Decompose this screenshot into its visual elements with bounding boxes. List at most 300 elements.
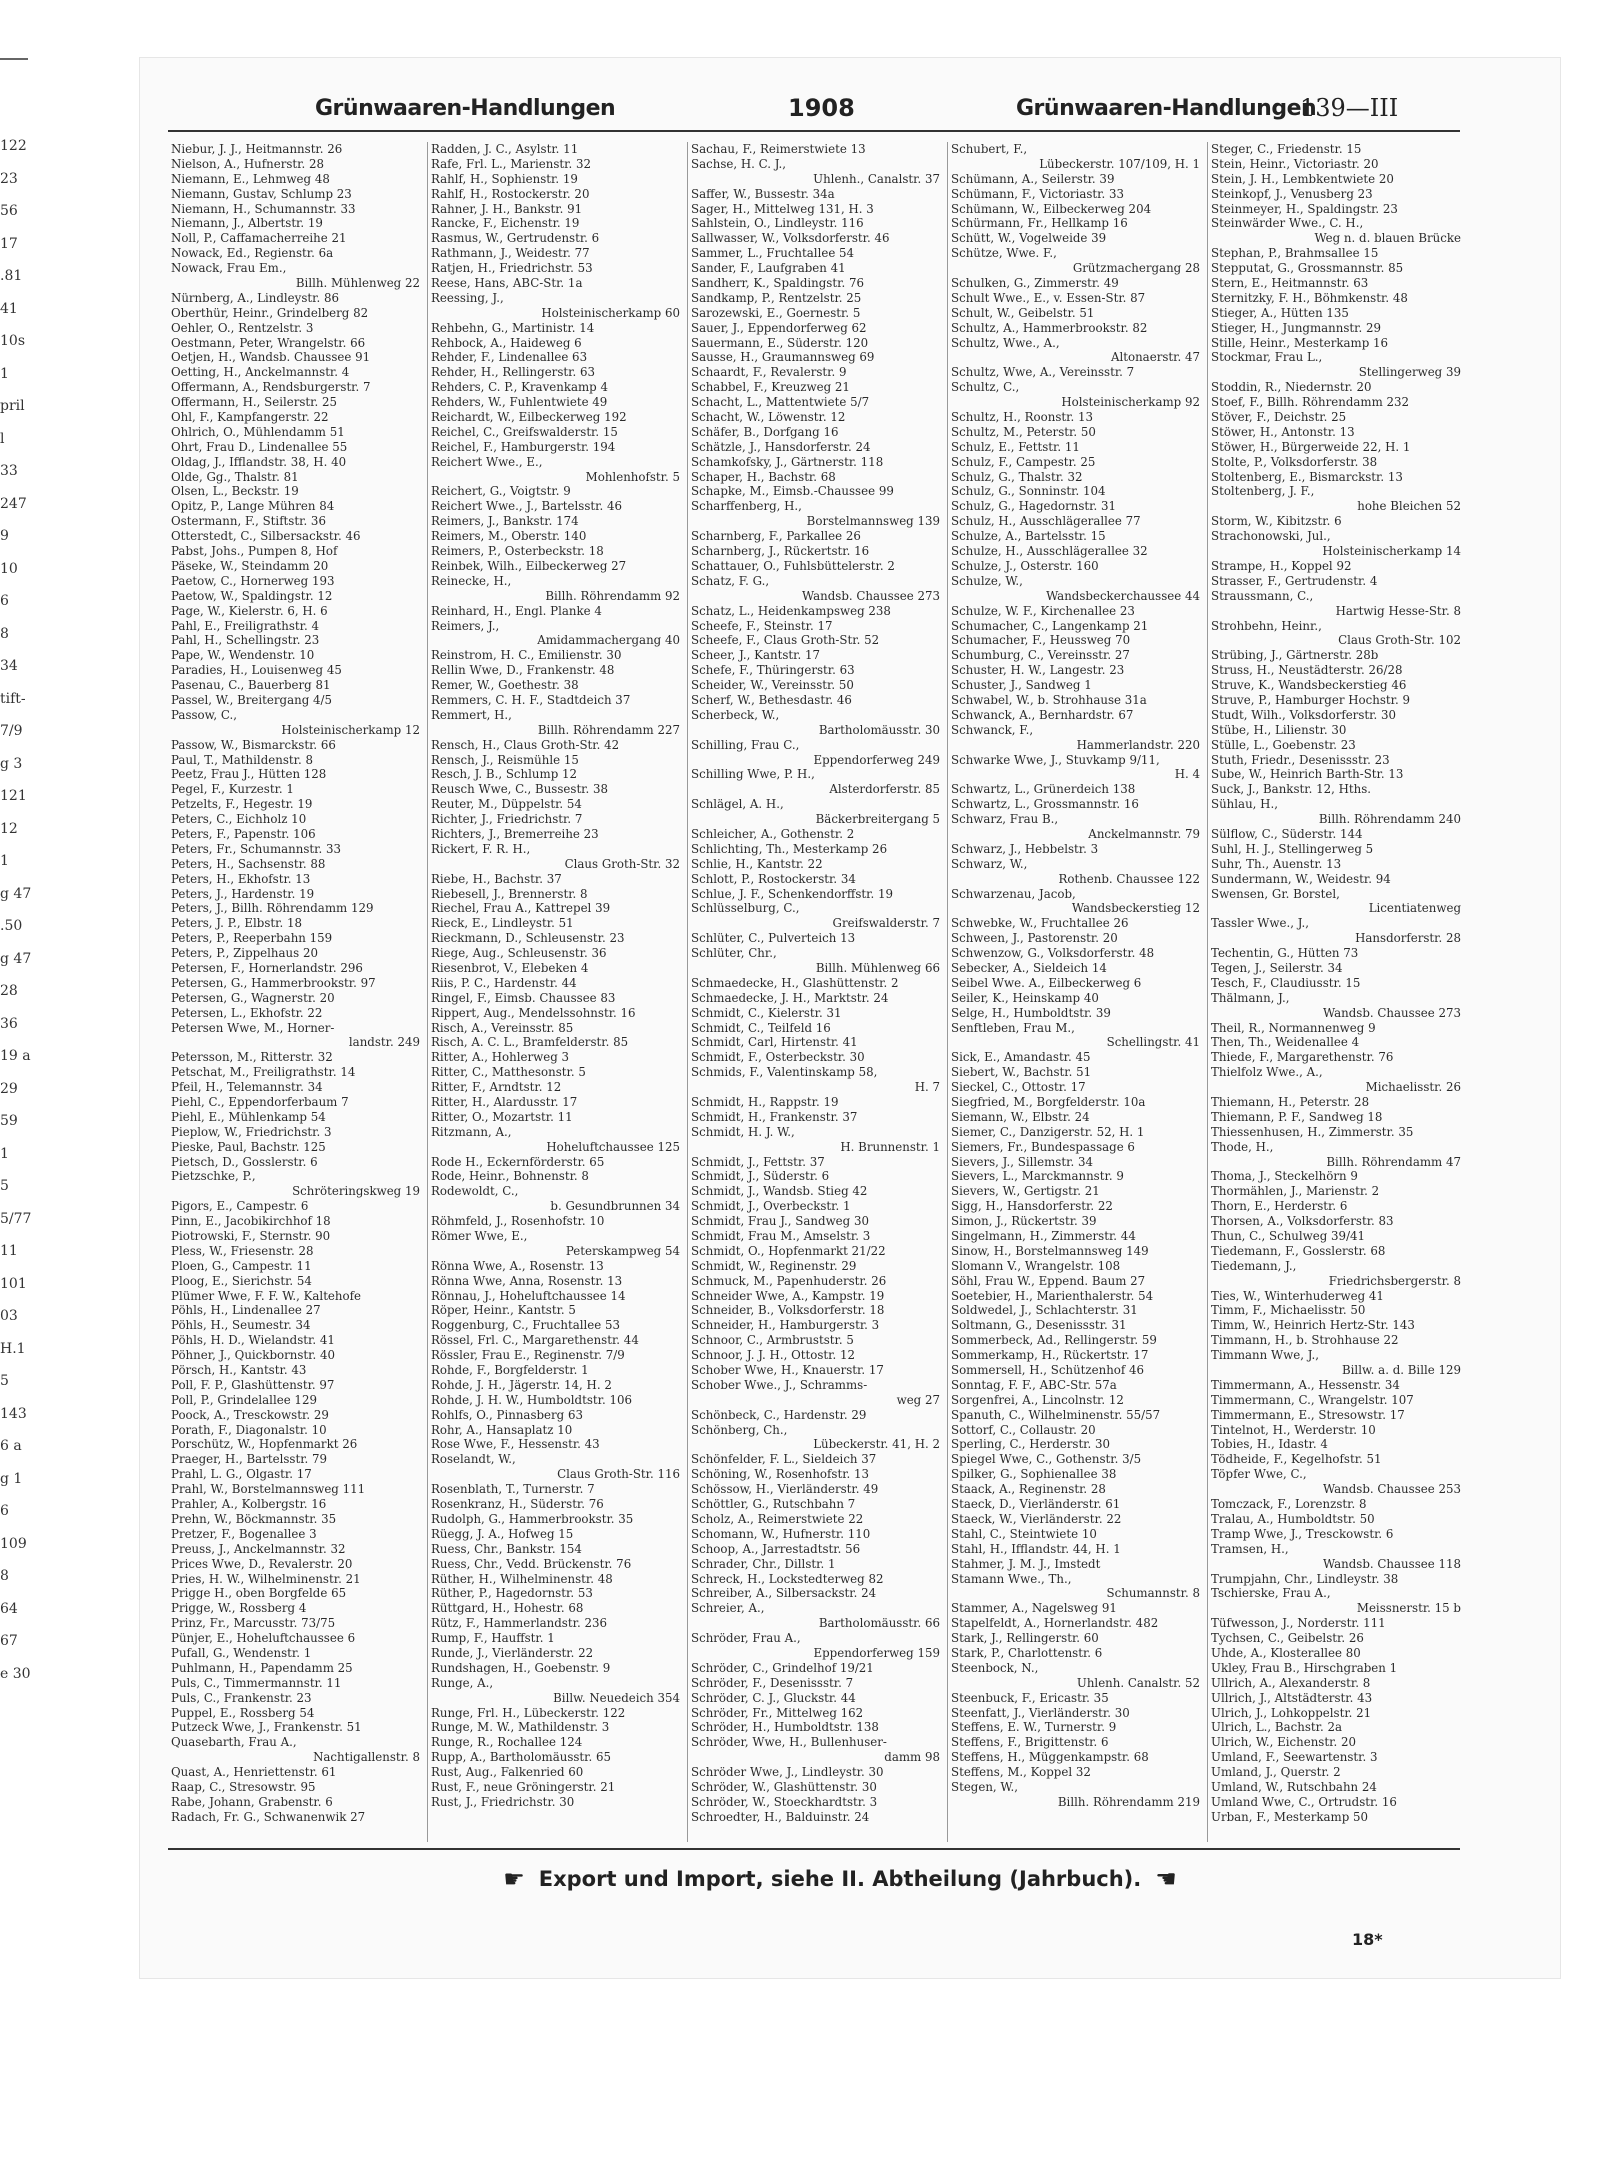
directory-entry: Schätzle, J., Hansdorferstr. 24 [691,439,871,454]
directory-entry: Schultz, C., [951,380,1020,395]
directory-entry: Rehbehn, G., Martinistr. 14 [431,320,595,335]
directory-entry: Schubert, F., [951,142,1028,156]
entry-continuation: Nachtigallenstr. 8 [313,1750,420,1765]
directory-entry: Tomczack, F., Lorenzstr. 8 [1211,1497,1367,1512]
directory-entry: Thormählen, J., Marienstr. 2 [1211,1184,1380,1199]
entry-continuation: Billh. Röhrendamm 219 [1057,1794,1200,1809]
directory-entry: Peters, Fr., Schumannstr. 33 [171,841,342,856]
directory-entry: Reichert, G., Voigtstr. 9 [431,484,571,499]
directory-entry: Schumburg, C., Vereinsstr. 27 [951,648,1130,663]
directory-entry: Scharnberg, F., Parkallee 26 [691,529,861,544]
directory-column [688,142,948,1842]
pointing-hand-right-icon: ☛ [503,1865,525,1893]
directory-entry: Tschierske, Frau A., [1211,1586,1331,1601]
directory-entry: Oestmann, Peter, Wrangelstr. 66 [171,335,366,350]
directory-entry: Stuth, Friedr., Desenissstr. 23 [1211,752,1390,767]
directory-entry: Sarozewski, E., Goernestr. 5 [691,305,861,320]
directory-entry: Storm, W., Kibitzstr. 6 [1211,514,1342,529]
facing-page-fragment: pril [0,398,25,414]
directory-entry: Stahl, C., Steintwiete 10 [951,1526,1097,1541]
directory-entry: Schabbel, F., Kreuzweg 21 [691,380,850,395]
directory-entry: Sternitzky, F. H., Böhmkenstr. 48 [1211,290,1408,305]
directory-entry: Pöhls, H., Seumestr. 34 [171,1318,311,1333]
directory-entry: Timmermann, A., Hessenstr. 34 [1211,1377,1400,1392]
directory-entry: Staack, A., Reginenstr. 28 [951,1482,1106,1497]
entry-continuation: Friedrichsbergerstr. 8 [1328,1273,1461,1288]
directory-entry: Oetting, H., Anckelmannstr. 4 [171,365,350,380]
directory-entry: Sausse, H., Graumannsweg 69 [691,350,875,365]
directory-entry: Remer, W., Goethestr. 38 [431,678,579,693]
directory-entry: Sube, W., Heinrich Barth-Str. 13 [1211,767,1404,782]
directory-entry: Stöver, F., Deichstr. 25 [1211,410,1347,425]
directory-entry: Ritzmann, A., [431,1124,512,1139]
directory-entry: Reinstrom, H. C., Emilienstr. 30 [431,648,622,663]
directory-entry: Tüfwesson, J., Norderstr. 111 [1211,1616,1386,1631]
directory-entry: Rump, F., Hauffstr. 1 [431,1631,555,1646]
directory-entry: Scheefe, F., Steinstr. 17 [691,618,833,633]
directory-entry: Schacht, W., Löwenstr. 12 [691,410,846,425]
directory-entry: Schulze, A., Bartelsstr. 15 [951,529,1106,544]
entry-continuation: Billh. Röhrendamm 240 [1318,812,1461,827]
directory-entry: Petersen, L., Ekhofstr. 22 [171,1005,323,1020]
facing-page-fragment: 143 [0,1406,27,1422]
directory-entry: Schümann, W., Eilbeckerweg 204 [951,201,1152,216]
directory-entry: Poll, F. P., Glashüttenstr. 97 [171,1377,335,1392]
directory-entry: Richter, J., Friedrichstr. 7 [431,812,583,827]
directory-entry: Piotrowski, F., Sternstr. 90 [171,1229,331,1244]
entry-continuation: Hoheluftchaussee 125 [546,1139,680,1154]
entry-continuation: Lübeckerstr. 41, H. 2 [813,1437,940,1452]
directory-entry: Passow, W., Bismarckstr. 66 [171,737,336,752]
directory-entry: Schröder Wwe, J., Lindleystr. 30 [691,1765,884,1780]
directory-entry: Rensch, J., Reismühle 15 [431,752,579,767]
directory-entry: Sottorf, C., Collaustr. 20 [951,1422,1096,1437]
facing-page-fragment: 03 [0,1308,18,1324]
entry-continuation: Mohlenhofstr. 5 [585,469,680,484]
directory-entry: Steinkopf, J., Venusberg 23 [1211,186,1373,201]
directory-entry: Sievers, W., Gertigstr. 21 [951,1184,1100,1199]
directory-entry: Petersen, G., Hammerbrookstr. 97 [171,975,376,990]
directory-entry: Otterstedt, C., Silbersackstr. 46 [171,529,361,544]
directory-entry: Stahmer, J. M. J., Imstedt [951,1556,1101,1571]
directory-entry: Schmidt, C., Kielerstr. 31 [691,1005,842,1020]
directory-entry: Soltmann, G., Desenissstr. 31 [951,1318,1127,1333]
directory-entry: Schilling, Frau C., [691,737,800,752]
entry-continuation: Wandsbeckerstieg 12 [1071,901,1200,916]
entry-continuation: Holsteinischerkamp 14 [1322,544,1461,559]
directory-entry: Pegel, F., Kurzestr. 1 [171,782,294,797]
directory-entry: Tesch, F., Claudiusstr. 15 [1211,975,1361,990]
directory-entry: Schönbeck, C., Hardenstr. 29 [691,1407,867,1422]
facing-page-fragment: 41 [0,301,18,317]
directory-entry: Rode H., Eckernförderstr. 65 [431,1154,605,1169]
directory-entry: Sachau, F., Reimerstwiete 13 [691,142,866,156]
directory-entry: Rust, J., Friedrichstr. 30 [431,1794,575,1809]
facing-page-fragment: 23 [0,171,18,187]
entry-continuation: Hammerlandstr. 220 [1076,737,1200,752]
directory-entry: Pasenau, C., Bauerberg 81 [171,678,331,693]
facing-page-fragment: 247 [0,496,27,512]
directory-entry: Stammer, A., Nagelsweg 91 [951,1601,1117,1616]
facing-page-fragment: g 1 [0,1471,23,1487]
directory-entry: Schmidt, Frau M., Amselstr. 3 [691,1229,871,1244]
entry-continuation: Billh. Röhrendamm 92 [545,588,680,603]
directory-entry: Pieplow, W., Friedrichstr. 3 [171,1124,332,1139]
directory-entry: Peters, J., Hardenstr. 19 [171,886,315,901]
directory-entry: Rosenkranz, H., Süderstr. 76 [431,1497,604,1512]
directory-entry: Sperling, C., Herderstr. 30 [951,1437,1111,1452]
directory-entry: Rudolph, G., Hammerbrookstr. 35 [431,1511,634,1526]
directory-entry: Rust, Aug., Falkenried 60 [431,1765,584,1780]
directory-entry: Reimers, P., Osterbeckstr. 18 [431,544,604,559]
directory-entry: Putzeck Wwe, J., Frankenstr. 51 [171,1720,362,1735]
directory-entry: Risch, A. C. L., Bramfelderstr. 85 [431,1035,629,1050]
directory-entry: Stöwer, H., Bürgerweide 22, H. 1 [1211,439,1411,454]
directory-entry: Rehbock, A., Haideweg 6 [431,335,582,350]
directory-entry: Rafe, Frl. L., Marienstr. 32 [431,156,591,171]
directory-entry: Stegen, W., [951,1779,1018,1794]
facing-page-fragment: 1 [0,366,9,382]
entry-continuation: Peterskampweg 54 [565,1243,680,1258]
directory-entry: Schwarz, Frau B., [951,812,1059,827]
page-header [170,92,1490,128]
directory-entry: Schlichting, Th., Mesterkamp 26 [691,841,888,856]
directory-entry: Uhde, A., Klosterallee 80 [1211,1645,1361,1660]
directory-entry: Sinow, H., Borstelmannsweg 149 [951,1243,1149,1258]
directory-entry: Sundermann, W., Weidestr. 94 [1211,871,1391,886]
directory-entry: Prahl, L. G., Olgastr. 17 [171,1467,312,1482]
directory-entry: Scharffenberg, H., [691,499,802,514]
directory-entry: Sommersell, H., Schützenhof 46 [951,1363,1145,1378]
directory-entry: Schult, W., Geibelstr. 51 [951,305,1095,320]
directory-entry: Schnoor, C., Armbruststr. 5 [691,1333,854,1348]
directory-entry: Stieger, H., Jungmannstr. 29 [1211,320,1382,335]
directory-entry: Riechel, Frau A., Kattrepel 39 [431,901,611,916]
directory-entry: Soldwedel, J., Schlachterstr. 31 [951,1303,1138,1318]
directory-entry: Schmaedecke, J. H., Marktstr. 24 [691,990,889,1005]
directory-entry: Schleicher, A., Gothenstr. 2 [691,826,855,841]
directory-entry: Ritter, F., Arndtstr. 12 [431,1080,562,1095]
directory-entry: Runde, J., Vierländerstr. 22 [431,1645,594,1660]
directory-entry: Riis, P. C., Hardenstr. 44 [431,975,577,990]
directory-entry: Poll, P., Grindelallee 129 [171,1392,317,1407]
directory-entry: Stolte, P., Volksdorferstr. 38 [1211,454,1378,469]
facing-page-fragment: 19 a [0,1048,31,1064]
directory-entry: Ploog, E., Sierichstr. 54 [171,1273,312,1288]
entry-continuation: Eppendorferweg 159 [813,1645,940,1660]
directory-entry: Schattauer, O., Fuhlsbüttelerstr. 2 [691,558,895,573]
entry-continuation: damm 98 [884,1750,940,1765]
directory-entry: Schaper, H., Bachstr. 68 [691,469,836,484]
directory-entry: Röhmfeld, J., Rosenhofstr. 10 [431,1214,605,1229]
directory-entry: Schlie, H., Kantstr. 22 [691,856,823,871]
directory-entry: Prices Wwe, D., Revalerstr. 20 [171,1556,353,1571]
directory-entry: Stark, P., Charlottenstr. 6 [951,1645,1103,1660]
directory-entry: Pahl, H., Schellingstr. 23 [171,633,320,648]
directory-entry: Tassler Wwe., J., [1211,916,1310,931]
facing-page-fragment: 5/77 [0,1211,32,1227]
directory-entry: Petersson, M., Ritterstr. 32 [171,1050,333,1065]
directory-entry: Reichel, F., Hamburgerstr. 194 [431,439,616,454]
directory-entry: Schmids, F., Valentinskamp 58, [691,1065,878,1080]
directory-entry: Thiemann, H., Peterstr. 28 [1211,1095,1370,1109]
directory-entry: Rönna Wwe, Anna, Rosenstr. 13 [431,1273,623,1288]
directory-entry: Schütt, W., Vogelweide 39 [951,231,1107,246]
directory-entry: Saffer, W., Bussestr. 34a [691,186,835,201]
header-rule [168,130,1460,132]
directory-entry: Oehler, O., Rentzelstr. 3 [171,320,314,335]
directory-entry: Swensen, Gr. Borstel, [1211,886,1340,901]
directory-entry: Steinmeyer, H., Spaldingstr. 23 [1211,201,1398,216]
directory-entry: Tralau, A., Humboldtstr. 50 [1211,1511,1375,1526]
directory-entry: Umland Wwe, C., Ortrudstr. 16 [1211,1794,1397,1809]
directory-entry: Reessing, J., [431,290,504,305]
directory-entry: Porschütz, W., Hopfenmarkt 26 [171,1437,358,1452]
directory-entry: Ohrt, Frau D., Lindenallee 55 [171,439,348,454]
facing-page-fragment: 59 [0,1113,18,1129]
directory-entry: Schween, J., Pastorenstr. 20 [951,931,1118,946]
directory-entry: Schwarz, J., Hebbelstr. 3 [951,841,1099,856]
directory-entry: Siemann, W., Elbstr. 24 [951,1109,1090,1124]
directory-entry: Rose Wwe, F., Hessenstr. 43 [431,1437,600,1452]
directory-entry: Paradies, H., Louisenweg 45 [171,663,342,678]
entry-continuation: Weg n. d. blauen Brücke [1314,231,1461,246]
directory-entry: Schürmann, Fr., Hellkamp 16 [951,216,1128,231]
directory-entry: Theil, R., Normannenweg 9 [1211,1020,1376,1035]
directory-entry: Seibel Wwe. A., Eilbeckerweg 6 [951,975,1142,990]
directory-entry: Peters, F., Papenstr. 106 [171,826,316,841]
directory-entry: Rellin Wwe, D., Frankenstr. 48 [431,663,615,678]
directory-entry: Petersen Wwe, M., Horner- [171,1020,335,1035]
directory-entry: Strohbehn, Heinr., [1211,618,1322,633]
directory-entry: Sachse, H. C. J., [691,156,787,171]
directory-entry: Prahl, W., Borstelmannsweg 111 [171,1482,366,1497]
directory-column [948,142,1208,1842]
entry-continuation: H. 4 [1174,767,1200,782]
directory-entry: Raap, C., Stresowstr. 95 [171,1779,316,1794]
directory-entry: Rohde, J. H., Jägerstr. 14, H. 2 [431,1377,612,1392]
directory-entry: Pries, H. W., Wilhelminenstr. 21 [171,1571,361,1586]
directory-entry: Umland, F., Seewartenstr. 3 [1211,1750,1378,1765]
directory-entry: Steenfatt, J., Vierländerstr. 30 [951,1705,1130,1720]
directory-entry: Olsen, L., Beckstr. 19 [171,484,299,499]
facing-page-fragment: 6 [0,1503,9,1519]
directory-entry: Noll, P., Caffamacherreihe 21 [171,231,347,246]
directory-entry: Peetz, Frau J., Hütten 128 [171,767,327,782]
entry-continuation: Rothenb. Chaussee 122 [1058,871,1200,886]
directory-entry: Sahlstein, O., Lindleystr. 116 [691,216,864,231]
facing-page-fragment: .50 [0,918,23,934]
directory-entry: Peters, P., Zippelhaus 20 [171,946,318,961]
directory-entry: Schulz, H., Ausschlägerallee 77 [951,514,1141,529]
entry-continuation: Eppendorferweg 249 [813,752,940,767]
directory-entry: Passel, W., Breitergang 4/5 [171,692,333,707]
entry-continuation: Stellingerweg 39 [1358,365,1461,380]
directory-entry: Reese, Hans, ABC-Str. 1a [431,276,583,291]
facing-page-fragment: 8 [0,1568,9,1584]
directory-entry: Schössow, H., Vierländerstr. 49 [691,1482,879,1497]
directory-entry: Preuss, J., Anckelmannstr. 32 [171,1541,346,1556]
directory-entry: Schilling Wwe, P. H., [691,767,815,782]
entry-continuation: Wandsb. Chaussee 273 [1323,1005,1461,1020]
directory-entry: Rupp, A., Bartholomäusstr. 65 [431,1750,612,1765]
directory-entry: Rönnau, J., Hoheluftchaussee 14 [431,1288,626,1303]
directory-entry: Reinbek, Wilh., Eilbeckerweg 27 [431,558,627,573]
entry-continuation: Michaelisstr. 26 [1365,1080,1461,1095]
facing-page-fragment: 5 [0,1373,9,1389]
directory-entry: Pöhner, J., Quickbornstr. 40 [171,1348,335,1363]
directory-entry: Pietzschke, P., [171,1169,256,1184]
directory-entry: Rahlf, H., Rostockerstr. 20 [431,186,590,201]
directory-entry: Roggenburg, C., Fruchtallee 53 [431,1318,621,1333]
directory-entry: Schmidt, W., Reginenstr. 29 [691,1258,857,1273]
directory-entry: Schümann, F., Victoriastr. 33 [951,186,1125,201]
directory-entry: Steffens, F., Brigittenstr. 6 [951,1735,1109,1750]
directory-entry: Rohlfs, O., Pinnasberg 63 [431,1407,583,1422]
facing-page-fragment: g 47 [0,951,32,967]
directory-entry: Tintelnot, H., Werderstr. 10 [1211,1422,1376,1437]
directory-entry: Prehn, W., Böckmannstr. 35 [171,1511,337,1526]
directory-entry: Schütze, Wwe. F., [951,246,1057,261]
directory-entry: Stoltenberg, E., Bismarckstr. 13 [1211,469,1403,484]
entry-continuation: Schellingstr. 41 [1106,1035,1200,1050]
directory-entry: Rahner, J. H., Bankstr. 91 [431,201,583,216]
directory-entry: Ruess, Chr., Vedd. Brückenstr. 76 [431,1556,632,1571]
directory-entry: Timm, F., Michaelisstr. 50 [1211,1303,1366,1318]
directory-entry: Pieske, Paul, Bachstr. 125 [171,1139,326,1154]
entry-continuation: Schumannstr. 8 [1106,1586,1200,1601]
directory-column [428,142,688,1842]
directory-entry: Ostermann, F., Stiftstr. 36 [171,514,326,529]
directory-entry: Steffens, E. W., Turnerstr. 9 [951,1720,1117,1735]
directory-entry: Rehders, W., Fuhlentwiete 49 [431,395,608,410]
entry-continuation: Wandsb. Chaussee 273 [802,588,940,603]
entry-continuation: Altonaerstr. 47 [1110,350,1200,365]
directory-entry: Strasser, F., Gertrudenstr. 4 [1211,573,1378,588]
directory-entry: Reichel, C., Greifswalderstr. 15 [431,424,618,439]
directory-entry: Straussmann, C., [1211,588,1314,603]
directory-entry: Ties, W., Winterhuderweg 41 [1211,1288,1384,1303]
directory-entry: Page, W., Kielerstr. 6, H. 6 [171,603,328,618]
directory-entry: Pretzer, F., Bogenallee 3 [171,1526,317,1541]
directory-entry: Schwenzow, G., Volksdorferstr. 48 [951,946,1155,961]
directory-entry: Thiemann, P. F., Sandweg 18 [1211,1109,1383,1124]
directory-entry: Thun, C., Schulweg 39/41 [1211,1229,1366,1244]
directory-entry: Reichert Wwe., J., Bartelsstr. 46 [431,499,623,514]
entry-continuation: Grützmachergang 28 [1072,261,1200,276]
entry-continuation: Billw. a. d. Bille 129 [1341,1363,1461,1378]
directory-entry: Schmidt, H., Rappstr. 19 [691,1095,839,1109]
directory-entry: Rodewoldt, C., [431,1184,519,1199]
directory-entry: Timmann Wwe, J., [1211,1348,1320,1363]
facing-page-fragment: g 47 [0,886,32,902]
entry-continuation: Amidammachergang 40 [537,633,680,648]
directory-entry: Sandkamp, P., Rentzelstr. 25 [691,290,862,305]
directory-entry: Rust, F., neue Gröningerstr. 21 [431,1779,616,1794]
directory-entry: Rode, Heinr., Bohnenstr. 8 [431,1169,589,1184]
directory-entry: Struve, K., Wandsbeckerstieg 46 [1211,678,1407,693]
directory-entry: Reinecke, H., [431,573,512,588]
directory-entry: Schmidt, J., Overbeckstr. 1 [691,1199,851,1214]
directory-entry: Timmermann, C., Wrangelstr. 107 [1211,1392,1414,1407]
directory-entry: Stamann Wwe., Th., [951,1571,1072,1586]
directory-entry: Sonntag, F. F., ABC-Str. 57a [951,1377,1117,1392]
directory-entry: Ratjen, H., Friedrichstr. 53 [431,261,593,276]
directory-entry: Schlott, P., Rostockerstr. 34 [691,871,856,886]
entry-continuation: Billh. Röhrendamm 47 [1326,1154,1461,1169]
directory-entry: Rüegg, J. A., Hofweg 15 [431,1526,574,1541]
directory-entry: Schröder, C. J., Gluckstr. 44 [691,1690,856,1705]
directory-entry: Schwartz, L., Grossmannstr. 16 [951,797,1139,812]
facing-page-fragment: 122 [0,138,27,154]
directory-entry: Ulrich, W., Eichenstr. 20 [1211,1735,1356,1750]
directory-entry: Steger, C., Friedenstr. 15 [1211,142,1362,156]
directory-entry: Runge, R., Rochallee 124 [431,1735,583,1750]
facing-page-fragment: 36 [0,1016,18,1032]
directory-entry: Tramp Wwe, J., Tresckowstr. 6 [1211,1526,1394,1541]
directory-entry: Offermann, H., Seilerstr. 25 [171,395,338,410]
directory-entry: Schmidt, H. J. W., [691,1124,795,1139]
footer-note: Export und Import, siehe II. Abtheilung (Jahrbuch). [538,1867,1142,1891]
directory-entry: Suhr, Th., Auenstr. 13 [1211,856,1342,871]
directory-entry: Siebert, W., Bachstr. 51 [951,1065,1092,1080]
directory-entry: Schwebke, W., Fruchtallee 26 [951,916,1129,931]
directory-entry: Ullrich, J., Altstädterstr. 43 [1211,1690,1373,1705]
directory-entry: Nielson, A., Hufnerstr. 28 [171,156,324,171]
directory-entry: Sommerkamp, H., Rückertstr. 17 [951,1348,1149,1363]
directory-entry: Ohl, F., Kampfangerstr. 22 [171,410,329,425]
directory-entry: Stern, E., Heitmannstr. 63 [1211,276,1369,291]
directory-entry: Steenbuck, F., Ericastr. 35 [951,1690,1109,1705]
directory-entry: Timmermann, E., Stresowstr. 17 [1211,1407,1405,1422]
facing-page-fragment: 7/9 [0,723,23,739]
directory-entry: Rieck, E., Lindleystr. 51 [431,916,574,931]
entry-continuation: Alsterdorferstr. 85 [829,782,940,797]
directory-entry: Schwarz, W., [951,856,1028,871]
facing-page-fragment: l [0,431,5,447]
header-year: 1908 [788,94,855,122]
entry-continuation: Uhlenh. Canalstr. 52 [1076,1675,1200,1690]
directory-entry: Rieckmann, D., Schleusenstr. 23 [431,931,625,946]
directory-entry: Schnoor, J. J. H., Ottostr. 12 [691,1348,855,1363]
directory-entry: Schlue, J. F., Schenkendorffstr. 19 [691,886,893,901]
directory-entry: Sievers, J., Sillemstr. 34 [951,1154,1093,1169]
directory-entry: Sandherr, K., Spaldingstr. 76 [691,276,864,291]
directory-entry: Schumacher, F., Heussweg 70 [951,633,1131,648]
directory-entry: Peters, H., Sachsenstr. 88 [171,856,326,871]
directory-entry: Päseke, W., Steindamm 20 [171,558,329,573]
directory-entry: Stille, Heinr., Mesterkamp 16 [1211,335,1389,350]
directory-entry: Peters, C., Eichholz 10 [171,812,307,827]
directory-entry: Schröder, H., Humboldtstr. 138 [691,1720,879,1735]
directory-entry: Peters, J. P., Elbstr. 18 [171,916,302,931]
directory-entry: Reusch Wwe, C., Bussestr. 38 [431,782,609,797]
directory-entry: Reichardt, W., Eilbeckerweg 192 [431,410,627,425]
directory-entry: Opitz, P., Lange Mühren 84 [171,499,335,514]
directory-entry: Peters, J., Billh. Röhrendamm 129 [171,901,374,916]
directory-entry: Thorsen, A., Volksdorferstr. 83 [1211,1214,1394,1229]
directory-entry: Schulz, G., Sonninstr. 104 [951,484,1106,499]
directory-entry: Schröder, W., Stoeckhardtstr. 3 [691,1794,878,1809]
directory-entry: Schulze, H., Ausschlägerallee 32 [951,544,1148,559]
directory-entry: Niebur, J. J., Heitmannstr. 26 [171,142,343,156]
directory-entry: Staeck, W., Vierländerstr. 22 [951,1511,1122,1526]
directory-entry: Stieger, A., Hütten 135 [1211,305,1349,320]
directory-entry: Schmidt, H., Frankenstr. 37 [691,1109,858,1124]
directory-entry: Thode, H., [1211,1139,1274,1154]
header-right-title: Grünwaaren-Handlungen [1016,96,1317,121]
directory-entry: Pufall, G., Wendenstr. 1 [171,1645,312,1660]
